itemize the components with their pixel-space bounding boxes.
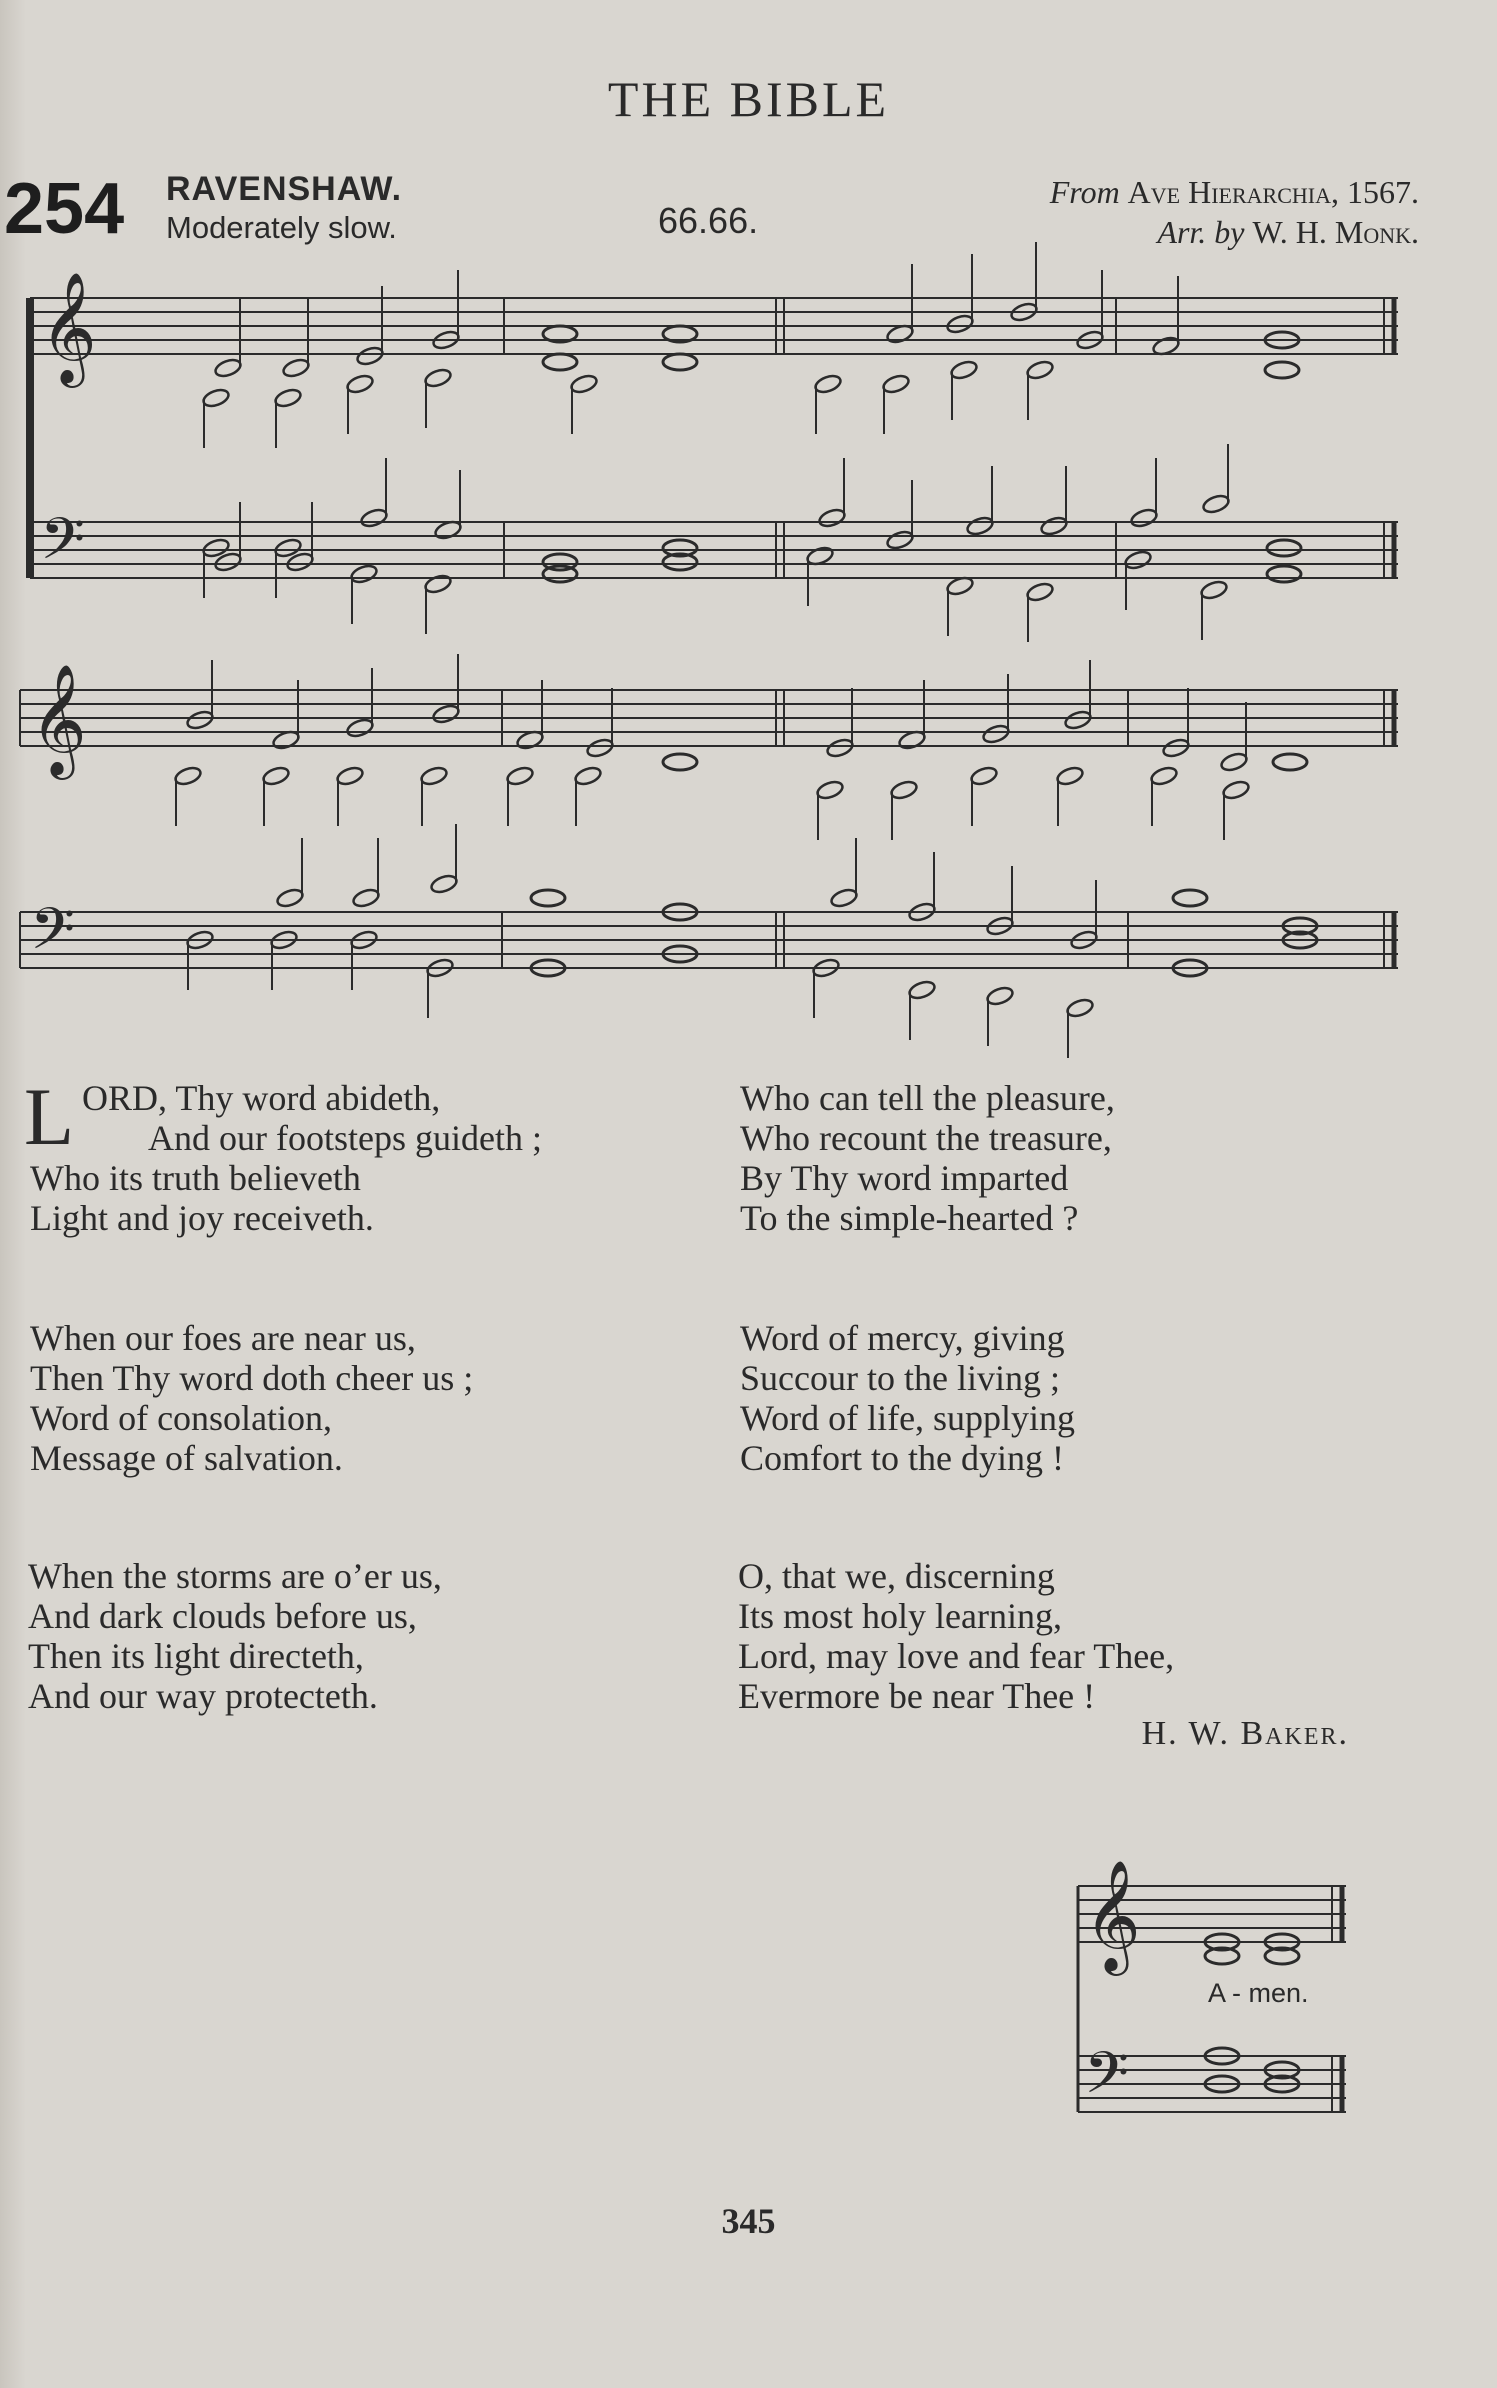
note-head (1123, 549, 1152, 571)
drop-cap: L (24, 1071, 75, 1162)
verse-line: Word of life, supplying (740, 1398, 1076, 1438)
note-head (585, 737, 614, 759)
note-head (429, 873, 458, 895)
clef-icon: 𝄢 (40, 505, 86, 587)
amen-label: A - men. (1208, 1978, 1309, 2008)
note-head (345, 373, 374, 395)
note-head (889, 779, 918, 801)
source-year: , 1567. (1331, 174, 1419, 210)
source-name: Ave Hierarchia (1127, 174, 1331, 210)
note-head (981, 723, 1010, 745)
note-head (825, 737, 854, 759)
verse-line: By Thy word imparted (740, 1158, 1069, 1198)
note-head (359, 507, 388, 529)
verse-line: Then its light directeth, (28, 1636, 364, 1676)
note-head (1149, 765, 1178, 787)
clef-icon: 𝄢 (1084, 2039, 1130, 2121)
note-head (907, 979, 936, 1001)
note-head (505, 765, 534, 787)
verse-line: Who recount the treasure, (740, 1118, 1112, 1158)
note-head (829, 887, 858, 909)
verse-line: Evermore be near Thee ! (738, 1676, 1096, 1716)
note-head (1201, 493, 1230, 515)
verse-1 (24, 1071, 542, 1238)
note-head (1055, 765, 1084, 787)
verse-line: When our foes are near us, (30, 1318, 416, 1358)
note-head (569, 373, 598, 395)
note-head (201, 387, 230, 409)
verse-line: Succour to the living ; (740, 1358, 1060, 1398)
verse-line: Word of consolation, (30, 1398, 333, 1438)
verse-2 (740, 1078, 1115, 1238)
note-head (281, 357, 310, 379)
note-head (1039, 515, 1068, 537)
arranger-prefix: Arr. by (1157, 214, 1245, 250)
note-head (351, 887, 380, 909)
note-head (1199, 579, 1228, 601)
verse-5 (28, 1556, 442, 1716)
verse-line: ORD, Thy word abideth, (82, 1078, 441, 1118)
note-head (173, 765, 202, 787)
note-head (1161, 737, 1190, 759)
tune-name: RAVENSHAW. (166, 170, 403, 208)
whole-note (663, 754, 697, 770)
clef-icon: 𝄢 (30, 895, 76, 977)
note-head (1221, 779, 1250, 801)
note-head (969, 765, 998, 787)
author-attribution (1142, 1715, 1349, 1753)
author-initials: H. W. (1141, 1715, 1230, 1752)
verse-line: Who its truth believeth (30, 1158, 361, 1198)
whole-note (1173, 890, 1207, 906)
hymn-number: 254 (4, 169, 125, 249)
note-head (949, 359, 978, 381)
note-head (573, 765, 602, 787)
metre: 66.66. (658, 200, 759, 241)
note-head (261, 765, 290, 787)
note-head (185, 709, 214, 731)
note-head (985, 985, 1014, 1007)
verse-line: To the simple-hearted ? (740, 1198, 1079, 1238)
page-title: THE BIBLE (607, 71, 890, 127)
note-head (1065, 997, 1094, 1019)
note-head (355, 345, 384, 367)
note-head (1025, 359, 1054, 381)
note-head (885, 529, 914, 551)
note-head (1063, 709, 1092, 731)
author-surname: Baker. (1240, 1715, 1349, 1752)
note-head (1219, 751, 1248, 773)
whole-note (1273, 754, 1307, 770)
note-head (965, 515, 994, 537)
note-head (423, 573, 452, 595)
note-head (349, 563, 378, 585)
note-head (817, 507, 846, 529)
whole-note (543, 354, 577, 370)
arranger-name: W. H. Monk. (1252, 214, 1419, 250)
clef-icon: 𝄞 (30, 663, 87, 775)
note-head (275, 887, 304, 909)
note-head (813, 373, 842, 395)
whole-note (531, 890, 565, 906)
verse-line: And dark clouds before us, (28, 1596, 417, 1636)
source-prefix: From (1049, 174, 1120, 210)
verse-line: Light and joy receiveth. (30, 1198, 374, 1238)
verse-line: Message of salvation. (30, 1438, 343, 1478)
clef-icon: 𝄞 (40, 271, 97, 383)
verse-line: Who can tell the pleasure, (740, 1078, 1115, 1118)
verse-6 (738, 1556, 1174, 1716)
note-head (345, 717, 374, 739)
verse-line: Its most holy learning, (738, 1596, 1062, 1636)
note-head (213, 357, 242, 379)
note-head (1025, 581, 1054, 603)
whole-note (1267, 540, 1301, 556)
note-head (419, 765, 448, 787)
verse-line: Word of mercy, giving (740, 1318, 1065, 1358)
note-head (273, 387, 302, 409)
verse-line: O, that we, discerning (738, 1556, 1055, 1596)
verse-line: When the storms are o’er us, (28, 1556, 442, 1596)
whole-note (543, 566, 577, 582)
note-head (423, 367, 452, 389)
note-head (431, 703, 460, 725)
verse-line: Lord, may love and fear Thee, (738, 1636, 1175, 1676)
note-head (335, 765, 364, 787)
note-head (945, 313, 974, 335)
verse-3 (30, 1318, 473, 1478)
note-head (815, 779, 844, 801)
note-head (881, 373, 910, 395)
whole-note (1265, 362, 1299, 378)
note-head (1129, 507, 1158, 529)
page-number: 345 (721, 2201, 776, 2241)
verse-4 (740, 1318, 1075, 1478)
verse-line: Then Thy word doth cheer us ; (30, 1358, 474, 1398)
verse-line: And our way protecteth. (28, 1676, 378, 1716)
verse-line: And our footsteps guideth ; (148, 1118, 542, 1158)
clef-icon: 𝄞 (1084, 1859, 1141, 1971)
whole-note (1267, 566, 1301, 582)
verse-line: Comfort to the dying ! (740, 1438, 1064, 1478)
whole-note (663, 354, 697, 370)
tempo-marking: Moderately slow. (166, 210, 397, 245)
